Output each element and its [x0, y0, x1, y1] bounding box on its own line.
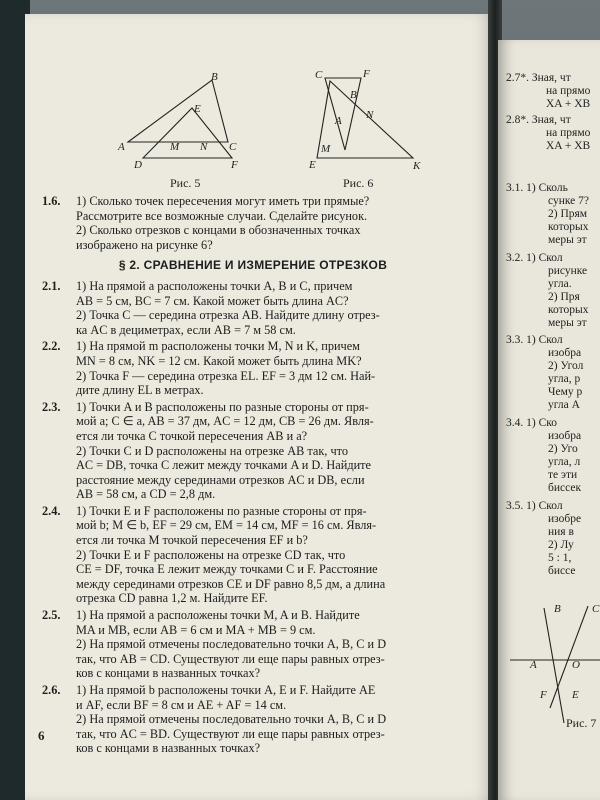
- right-line: изобра: [548, 347, 582, 359]
- fig6-label-b: B: [350, 89, 357, 101]
- right-line: сунке 7?: [548, 195, 589, 207]
- text-line: 2) На прямой отмечены последовательно точки A, B, C и D: [76, 637, 387, 652]
- text-line: AB = 5 см, BC = 7 см. Какой может быть длина AC?: [76, 293, 349, 308]
- right-line: 5 : 1,: [548, 552, 572, 564]
- right-line: 3.1. 1) Сколь: [506, 182, 568, 194]
- right-line: 3.5. 1) Скол: [506, 500, 563, 512]
- problem-number: 2.4.: [42, 503, 61, 518]
- text-line: 2) Точка F — середина отрезка EL. EF = 3 дм 12 см. Най-: [76, 368, 376, 383]
- right-line: которых: [548, 221, 589, 233]
- right-line: угла А: [548, 399, 580, 411]
- text-line: мой a; C ∈ a, AB = 37 дм, AC = 12 дм, CB = 26 дм. Явля-: [76, 414, 374, 429]
- text-line: ется ли точка C точкой пересечения AB и a?: [76, 428, 308, 443]
- text-line: 2) Сколько отрезков с концами в обозначенных точках: [76, 223, 361, 238]
- right-line: изобра: [548, 430, 582, 442]
- fig5-label-n: N: [200, 141, 208, 153]
- right-line: Чему р: [548, 386, 583, 398]
- fig6-label-n: N: [366, 109, 374, 121]
- text-line: AB = 58 см, а CD = 2,8 дм.: [76, 487, 216, 502]
- right-line: 3.4. 1) Ско: [506, 417, 558, 429]
- figure-5: [110, 72, 280, 177]
- text-line: расстояние между серединами отрезков AC и DB, если: [76, 472, 365, 487]
- text-line: 2) На прямой отмечены последовательно точки A, B, C и D: [76, 712, 387, 727]
- fig7-label-a: A: [530, 659, 537, 671]
- problem-number: 2.1.: [42, 278, 61, 293]
- text-line: так, что AB = CD. Существуют ли еще пары равных отрез-: [76, 651, 385, 666]
- text-line: ков с концами в названных точках?: [76, 741, 261, 756]
- fig5-label-b: B: [211, 72, 218, 83]
- text-line: дите длину EL в метрах.: [76, 383, 204, 398]
- right-line: 3.2. 1) Скол: [506, 252, 563, 264]
- fig6-label-m: M: [321, 143, 331, 155]
- right-line: 2.8*. Зная, чт: [506, 114, 571, 126]
- right-line: меры эт: [548, 234, 587, 246]
- figure-6: [305, 68, 445, 178]
- problem-2-1: [38, 279, 468, 337]
- text-line: 1) Точки A и B расположены по разные стороны от пря-: [76, 399, 369, 414]
- text-line: 1) На прямой a расположены точки M, A и B. Найдите: [76, 608, 360, 623]
- text-line: Рассмотрите все возможные случаи. Сделайте рисунок.: [76, 208, 368, 223]
- fig7-label-o: O: [572, 659, 580, 671]
- fig5-label-f: F: [231, 159, 238, 171]
- problem-2-5: [38, 608, 468, 681]
- figure-5-caption: Рис. 5: [170, 176, 201, 190]
- problem-number: 2.6.: [42, 683, 61, 697]
- right-line: 3.3. 1) Скол: [506, 334, 563, 346]
- fig7-label-f: F: [540, 689, 547, 701]
- right-line: 2) Прям: [548, 208, 588, 220]
- right-line: XA + XB: [546, 98, 591, 110]
- problem-1-6: [38, 194, 468, 252]
- fig6-label-c: C: [315, 69, 323, 81]
- right-line: изобре: [548, 513, 582, 525]
- text-line: 1) На прямой a расположены точки A, B и C, причем: [76, 278, 353, 293]
- text-line: 1) На прямой b расположены точки A, E и F. Найдите AE: [76, 683, 376, 697]
- problem-2-3: [38, 400, 468, 502]
- fig6-label-k: K: [413, 160, 421, 172]
- page-number: 6: [38, 728, 45, 743]
- text-line: MN = 8 см, NK = 12 см. Какой может быть длина MK?: [76, 353, 362, 368]
- right-line: ния в: [548, 526, 574, 538]
- right-line: 2) Пря: [548, 291, 580, 303]
- text-line: мой b; M ∈ b, EF = 29 см, EM = 14 см, MF = 16 см. Явля-: [76, 518, 377, 533]
- text-line: 1) Точки E и F расположены по разные стороны от пря-: [76, 503, 367, 518]
- fig6-label-f: F: [363, 68, 370, 80]
- text-line: 2) Точка C — середина отрезка AB. Найдите длину отрез-: [76, 308, 380, 323]
- right-line: на прямо: [546, 127, 591, 139]
- text-line: ков с концами в названных точках?: [76, 666, 261, 681]
- text-line: 1) Сколько точек пересечения могут иметь три прямые?: [76, 194, 370, 208]
- fig5-label-c: C: [229, 141, 237, 153]
- right-line: 2) Лу: [548, 539, 574, 551]
- figure-7-caption: Рис. 7: [566, 716, 597, 730]
- figure-6-caption: Рис. 6: [343, 176, 374, 190]
- figure-7: [510, 598, 600, 728]
- text-line: ется ли точка M точкой пересечения EF и b?: [76, 533, 308, 548]
- right-line: рисунке: [548, 265, 588, 277]
- text-line: MA и MB, если AB = 6 см и MA + MB = 9 см.: [76, 622, 316, 637]
- problem-number: 2.3.: [42, 399, 61, 414]
- fig7-label-e: E: [572, 689, 579, 701]
- text-line: 2) Точки E и F расположены на отрезке CD так, что: [76, 547, 346, 562]
- fig6-label-a: A: [335, 115, 342, 127]
- problem-2-2: [38, 339, 468, 397]
- right-line: те эти: [548, 469, 578, 481]
- right-line: 2.7*. Зная, чт: [506, 72, 571, 84]
- problems-text: [38, 194, 468, 758]
- problem-2-6: [38, 683, 468, 756]
- text-line: так, что AC = BD. Существуют ли еще пары равных отрез-: [76, 726, 385, 741]
- text-line: 2) Точки C и D расположены на отрезке AB так, что: [76, 443, 348, 458]
- fig5-label-a: A: [118, 141, 125, 153]
- right-line: биссек: [548, 482, 582, 494]
- problem-number: 2.2.: [42, 339, 61, 354]
- fig7-label-c: C: [592, 603, 600, 615]
- right-line: биссе: [548, 565, 576, 577]
- right-line: XA + XB: [546, 140, 591, 152]
- right-line: меры эт: [548, 317, 587, 329]
- problem-2-4: [38, 504, 468, 606]
- text-line: CE = DF, точка E лежит между точками C и F. Расстояние: [76, 562, 378, 577]
- right-line: 2) Угол: [548, 360, 584, 372]
- text-line: и AF, если BF = 8 см и AE + AF = 14 см.: [76, 697, 287, 712]
- text-line: ка AC в дециметрах, если AB = 7 м 58 см.: [76, 322, 296, 337]
- right-line: угла, р: [548, 373, 581, 385]
- problem-number: 1.6.: [42, 194, 61, 208]
- right-line: угла, л: [548, 456, 581, 468]
- fig5-label-e: E: [194, 103, 201, 115]
- text-line: между серединами отрезков CE и DF равно 8,5 дм, а длина: [76, 576, 386, 591]
- right-page-text: [506, 72, 600, 602]
- right-line: 2) Уго: [548, 443, 578, 455]
- problem-number: 2.5.: [42, 608, 61, 623]
- text-line: AC = DB, точка C лежит между точками A и D. Найдите: [76, 458, 372, 473]
- section-title: § 2. СРАВНЕНИЕ И ИЗМЕРЕНИЕ ОТРЕЗКОВ: [118, 258, 388, 273]
- text-line: 1) На прямой m расположены точки M, N и K, причем: [76, 339, 360, 354]
- right-line: угла.: [548, 278, 572, 290]
- text-line: изображено на рисунке 6?: [76, 237, 213, 252]
- fig5-label-m: M: [170, 141, 180, 153]
- fig6-label-e: E: [309, 159, 316, 171]
- text-line: отрезка CD равна 1,2 м. Найдите EF.: [76, 591, 268, 606]
- right-line: которых: [548, 304, 589, 316]
- fig7-label-b: B: [554, 603, 561, 615]
- right-line: на прямо: [546, 85, 591, 97]
- fig5-label-d: D: [134, 159, 142, 171]
